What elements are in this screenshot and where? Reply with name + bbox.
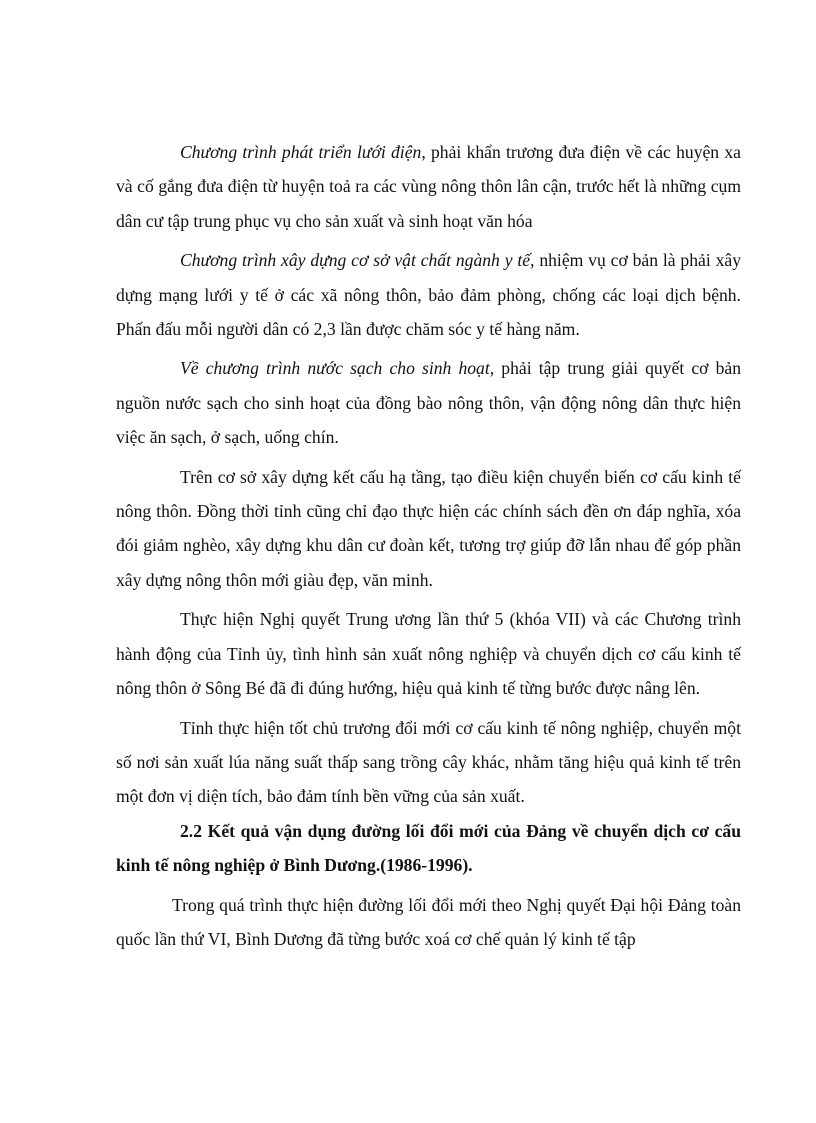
paragraph-infrastructure: Trên cơ sở xây dựng kết cấu hạ tầng, tạo điều kiện chuyển biến cơ cấu kinh tế nông thôn. Đồng thời tỉnh cũng chỉ đạo thực hiện các chính sách đền ơn đáp nghĩa, xóa đói giảm nghèo, xây dựng khu dân cư đoàn kết, tương trợ giúp đỡ lẫn nhau để góp phần xây dựng nông thôn mới giàu đẹp, văn minh.	[116, 466, 741, 590]
program-title: Chương trình phát triển lưới điện	[180, 142, 422, 162]
page-body	[116, 135, 741, 956]
paragraph-resolution: Thực hiện Nghị quyết Trung ương lần thứ 5 (khóa VII) và các Chương trình hành động của Tỉnh ủy, tình hình sản xuất nông nghiệp và chuyển dịch cơ cấu kinh tế nông thôn ở Sông Bé đã đi đúng hướng, hiệu quả kinh tế từng bước được nâng lên.	[116, 609, 741, 699]
section-heading: 2.2 Kết quả vận dụng đường lối đổi mới của Đảng về chuyển dịch cơ cấu kinh tế nông nghiệp ở Bình Dương.(1986-1996).	[116, 820, 741, 876]
paragraph-restructuring: Tỉnh thực hiện tốt chủ trương đổi mới cơ cấu kinh tế nông nghiệp, chuyển một số nơi sản xuất lúa năng suất thấp sang trồng cây khác, nhằm tăng hiệu quả kinh tế trên một đơn vị diện tích, bảo đảm tính bền vững của sản xuất.	[116, 717, 741, 807]
paragraph-text: phải tập trung giải quyết cơ bản nguồn nước sạch cho sinh hoạt của đồng bào nông thôn, vận động nông dân thực hiện việc ăn sạch, ở sạch, uống chín.	[116, 358, 742, 448]
paragraph-text: , nhiệm vụ cơ bản là phải xây dựng mạng lưới y tế ở các xã nông thôn, bảo đảm phòng, chống các loại dịch bệnh. Phấn đấu mỗi người dân có 2,3 lần được chăm sóc y tế hàng năm.	[116, 250, 741, 340]
paragraph-closing: Trong quá trình thực hiện đường lối đổi mới theo Nghị quyết Đại hội Đảng toàn quốc lần thứ VI, Bình Dương đã từng bước xoá cơ chế quản lý kinh tế tập	[116, 894, 741, 949]
program-title: Chương trình xây dựng cơ sở vật chất ngành y tế	[180, 250, 531, 271]
program-title: Về chương trình nước sạch cho sinh hoạt,	[180, 358, 495, 379]
paragraph-text: , phải khẩn trương đưa điện về các huyện xa và cố gắng đưa điện từ huyện toả ra các vùng nông thôn lân cận, trước hết là những cụm dân cư tập trung phục vụ cho sản xuất và sinh hoạt văn hóa	[116, 142, 741, 231]
paragraph-clean-water	[116, 351, 741, 454]
paragraph-power-grid	[116, 135, 741, 238]
paragraph-health-facilities	[116, 243, 741, 346]
